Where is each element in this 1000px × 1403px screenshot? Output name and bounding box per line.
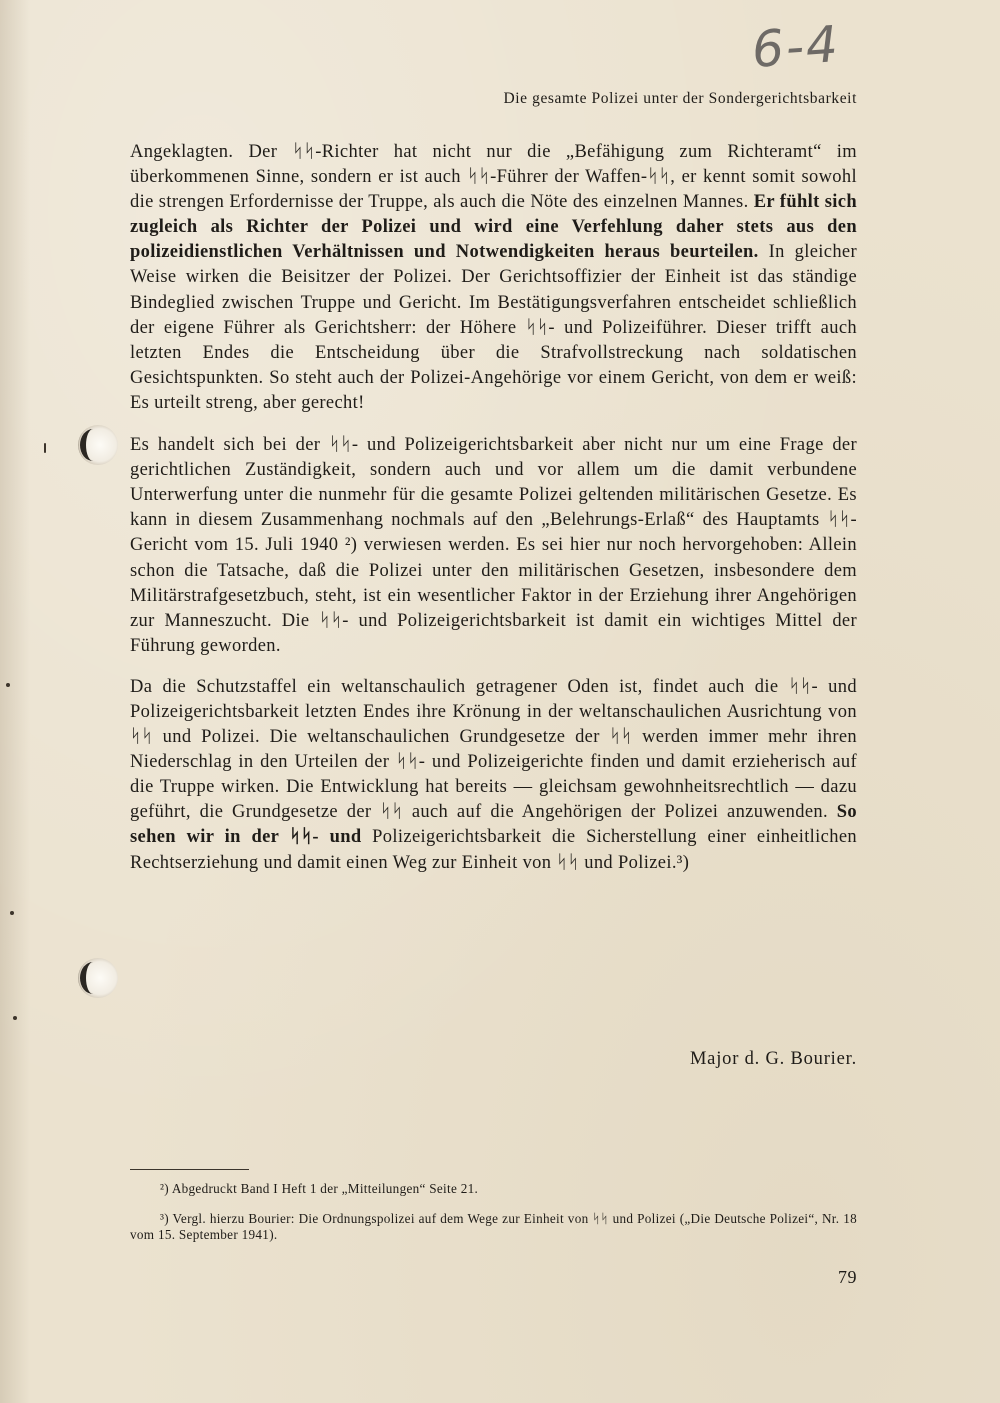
paragraph-3-bold: So sehen wir in der ᛋᛋ- und <box>130 802 857 848</box>
punch-hole-shadow <box>80 962 106 994</box>
punch-hole-lower <box>78 958 118 998</box>
signature: Major d. G. Bourier. <box>689 1049 857 1069</box>
footnote-divider <box>130 1169 249 1170</box>
handwritten-annotation: 6-4 <box>750 15 842 79</box>
paragraph-1-bold: Er fühlt sich zugleich als Richter der Polizei und wird eine Verfehlung daher stets aus den polizeidienstlichen Verhältnissen und Notwendigkeiten heraus beurteilen. <box>130 192 857 263</box>
page-edge-shadow <box>0 0 30 1403</box>
body-text <box>130 140 857 892</box>
running-head: Die gesamte Polizei unter der Sondergerichtsbarkeit <box>503 90 857 107</box>
paragraph-3-text-a: Da die Schutzstaffel ein weltanschaulich getragener Oden ist, findet auch die ᛋᛋ- und Polizeigerichtsbarkeit letzten Endes ihre Krönung in der weltanschaulichen Ausrichtung von ᛋᛋ und Polizei. Die weltanschaulichen Grundgesetze der ᛋᛋ werden immer mehr ihren Niederschlag in den Urteilen der ᛋᛋ- und Polizeigerichte finden und damit erzieherisch auf die Truppe wirken. Die Entwicklung hat bereits — gleichsam gewohnheitsrechtlich — dazu geführt, die Grundgesetze der ᛋᛋ auch auf die Angehörigen der Polizei anzuwenden. <box>130 676 857 823</box>
paper-speck <box>13 1016 17 1020</box>
paper-mark <box>44 443 46 453</box>
paragraph-1-text-b: In gleicher Weise wirken die Beisitzer der Polizei. Der Gerichtsoffizier der Einheit ist das ständige Bindeglied zwischen Truppe und Gericht. Im Bestätigungsverfahren entscheidet schließlich der eigene Führer als Gerichtsherr: der Höhere ᛋᛋ- und Polizeiführer. Dieser trifft auch letzten Endes die Entscheidung über die Strafvollstreckung nach soldatischen Gesichtspunkten. So steht auch der Polizei-Angehörige vor einem Gericht, von dem er weiß: Es urteilt streng, aber gerecht! <box>130 242 857 413</box>
page-number: 79 <box>838 1267 857 1287</box>
footnote-2: ²) Abgedruckt Band I Heft 1 der „Mitteilungen“ Seite 21. <box>160 1181 479 1196</box>
paragraph-1-text-a: Angeklagten. Der ᛋᛋ-Richter hat nicht nur die „Befähigung zum Richteramt“ im überkommenen Sinne, sondern er ist auch ᛋᛋ-Führer der Waffen-ᛋᛋ, er kennt somit sowohl die strengen Erfordernisse der Truppe, als auch die Nöte des einzelnen Mannes. <box>130 142 857 213</box>
punch-hole-upper <box>78 425 118 465</box>
paragraph-3 <box>130 675 857 876</box>
paragraph-3-text-b: Polizeigerichtsbarkeit die Sicherstellung einer einheitlichen Rechtserziehung und damit einen Weg zur Einheit von ᛋᛋ und Polizei.³) <box>130 827 857 873</box>
footnote-3: ³) Vergl. hierzu Bourier: Die Ordnungspolizei auf dem Wege zur Einheit von ᛋᛋ und Polizei („Die Deutsche Polizei“, Nr. 18 vom 15. September 1941). <box>130 1211 857 1242</box>
paper-speck <box>10 911 14 915</box>
punch-hole-shadow <box>80 429 106 461</box>
paragraph-1 <box>130 140 857 416</box>
paper-speck <box>6 683 10 687</box>
paragraph-2: Es handelt sich bei der ᛋᛋ- und Polizeigerichtsbarkeit aber nicht nur um eine Frage der gerichtlichen Zuständigkeit, sondern auch und vor allem um die damit verbundene Unterwerfung unter die nunmehr für die gesamte Polizei geltenden militärischen Gesetze. Es kann in diesem Zusammenhang nochmals auf den „Belehrungs-Erlaß“ des Hauptamts ᛋᛋ-Gericht vom 15. Juli 1940 ²) verwiesen werden. Es sei hier nur noch hervorgehoben: Allein schon die Tatsache, daß die Polizei unter den militärischen Gesetzen, insbesondere dem Militärstrafgesetzbuch, steht, ist ein wesentlicher Faktor in der Erziehung ihrer Angehörigen zur Manneszucht. Die ᛋᛋ- und Polizeigerichtsbarkeit ist damit ein wichtiges Mittel der Führung geworden. <box>130 435 857 656</box>
